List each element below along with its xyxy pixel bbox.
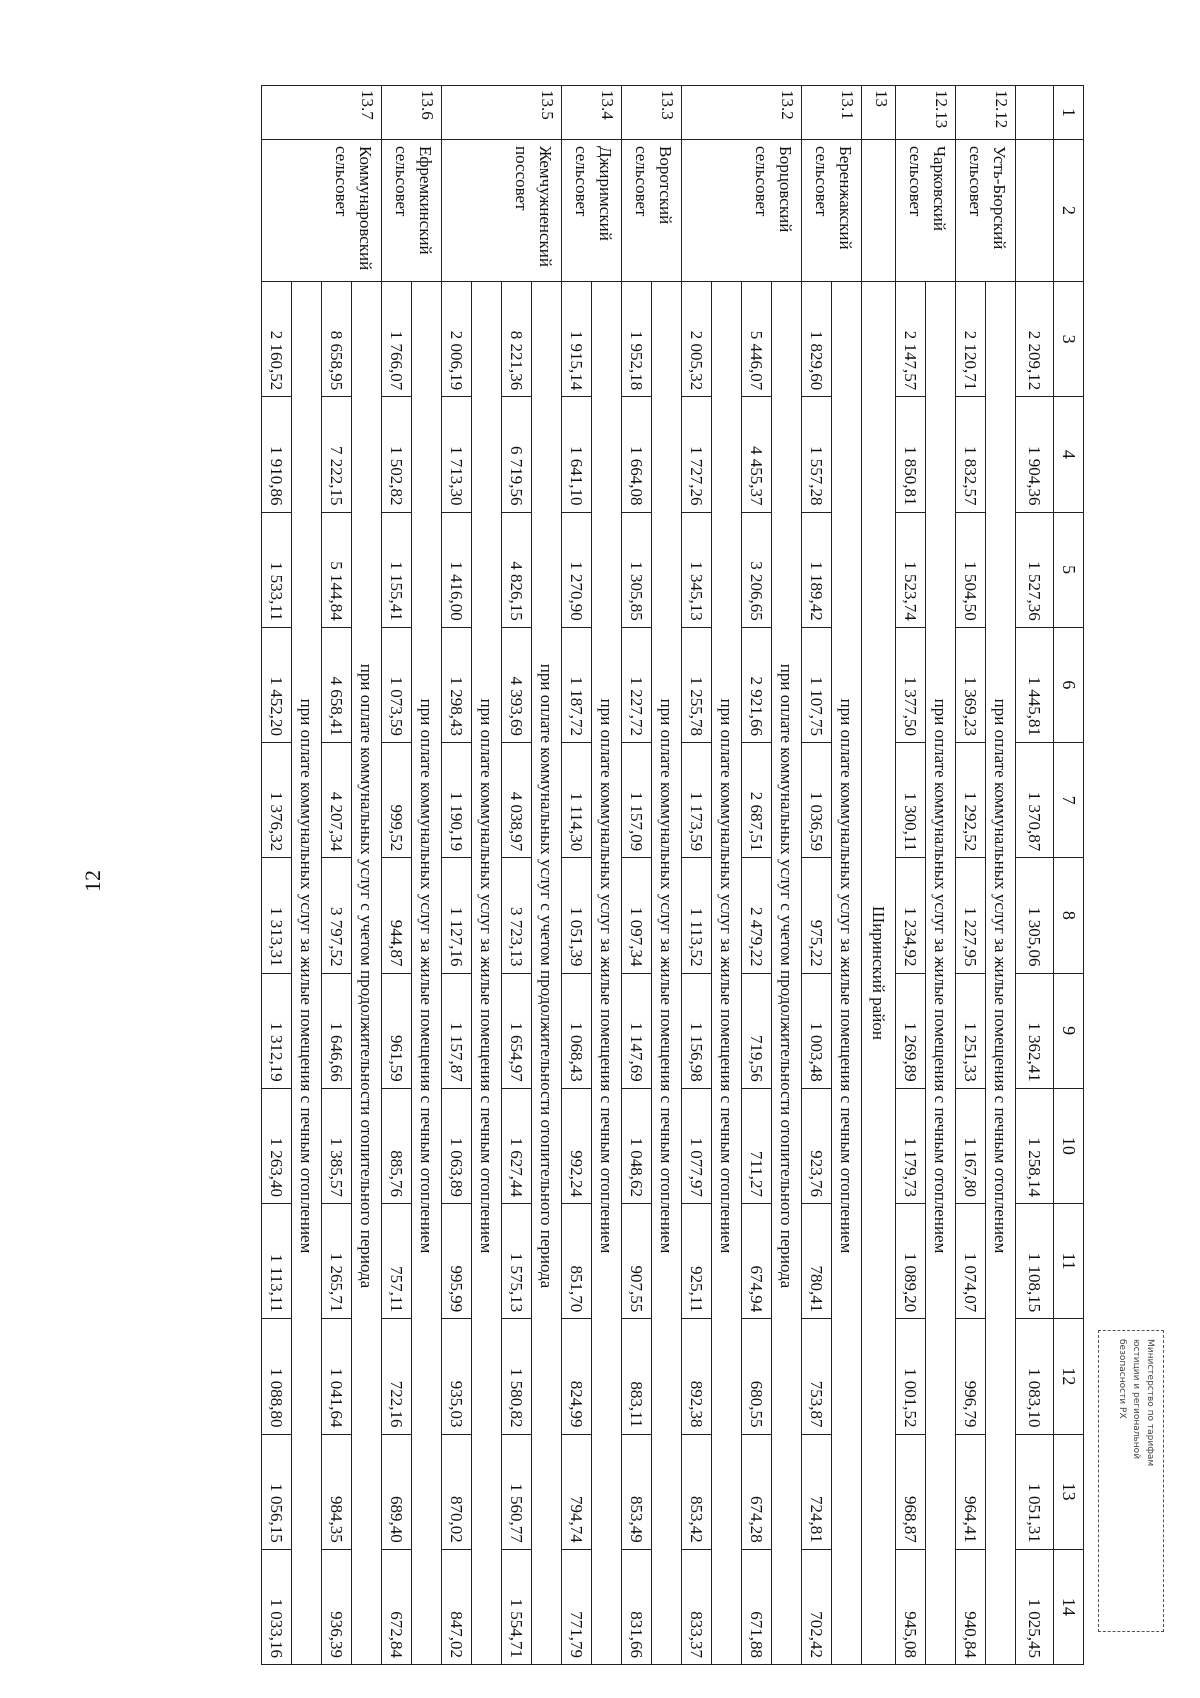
table-cell: 1 227,95 [956,858,986,973]
table-cell: 907,55 [622,1204,652,1319]
table-cell: 1 025,45 [1016,1549,1054,1664]
table-cell: 935,03 [442,1319,472,1434]
settlement-name: Борцовский сельсовет [682,140,802,282]
column-number: 4 [1054,397,1084,512]
table-cell: 4 658,41 [322,627,352,742]
condition-row [712,86,742,1665]
table-cell: 1 173,59 [682,743,712,858]
table-cell: 2 921,66 [742,627,772,742]
settlement-name: Беренжакский сельсовет [802,140,862,282]
region-empty-cell [862,140,896,282]
table-cell: 984,35 [322,1434,352,1549]
payment-condition: при оплате коммунальных услуг за жилые помещения с печным отоплением [292,282,322,1665]
table-cell: 925,11 [682,1204,712,1319]
table-cell: 680,55 [742,1319,772,1434]
row-id: 13.1 [802,86,862,140]
table-cell: 4 455,37 [742,397,772,512]
table-cell: 1 097,34 [622,858,652,973]
table-cell: 1 627,44 [502,1088,532,1203]
settlement-name: Коммунаровский сельсовет [262,140,382,282]
table-cell: 853,42 [682,1434,712,1549]
table-cell: 1 190,19 [442,743,472,858]
table-cell: 1 270,90 [562,512,592,627]
table-cell: 940,84 [956,1549,986,1664]
table-cell: 689,40 [382,1434,412,1549]
table-cell: 1 269,89 [896,973,926,1088]
column-number: 12 [1054,1319,1084,1434]
payment-condition: при оплате коммунальных услуг с учетом продолжительности отопительного периода [352,282,382,1665]
table-cell: 1 179,73 [896,1088,926,1203]
column-number: 14 [1054,1549,1084,1664]
table-cell: 1 187,72 [562,627,592,742]
settlement-name: Джиримский сельсовет [562,140,622,282]
table-row [956,86,986,1665]
table-cell: 1 157,09 [622,743,652,858]
table-cell: 1 580,82 [502,1319,532,1434]
table-cell: 1 227,72 [622,627,652,742]
table-cell: 1 114,30 [562,743,592,858]
table-rotation-frame [174,85,1084,1665]
row-id: 13.2 [682,86,802,140]
table-cell: 780,41 [802,1204,832,1319]
table-cell: 1 113,11 [262,1204,292,1319]
settlement-name: Жемчужненский поссовет [442,140,562,282]
table-cell: 999,52 [382,743,412,858]
table-cell: 4 207,34 [322,743,352,858]
table-cell: 1 312,19 [262,973,292,1088]
table-cell: 1 416,00 [442,512,472,627]
table-cell: 1 557,28 [802,397,832,512]
row-id: 13.6 [382,86,442,140]
table-cell: 1 265,71 [322,1204,352,1319]
table-cell: 944,87 [382,858,412,973]
settlement-name [1016,140,1054,282]
table-cell: 1 300,11 [896,743,926,858]
table-cell: 7 222,15 [322,397,352,512]
table-cell: 1 263,40 [262,1088,292,1203]
table-cell: 674,94 [742,1204,772,1319]
table-cell: 1 056,15 [262,1434,292,1549]
table-cell: 8 658,95 [322,282,352,397]
row-id: 12.12 [956,86,1016,140]
table-cell: 2 120,71 [956,282,986,397]
table-cell: 5 144,84 [322,512,352,627]
region-title: Ширинский район [862,282,896,1665]
table-cell: 1 370,87 [1016,743,1054,858]
table-cell: 3 723,13 [502,858,532,973]
row-id: 13.5 [442,86,562,140]
table-row [502,86,532,1665]
payment-condition: при оплате коммунальных услуг за жилые помещения с печным отоплением [986,282,1016,1665]
table-cell: 831,66 [622,1549,652,1664]
table-cell: 1 832,57 [956,397,986,512]
table-cell: 1 073,59 [382,627,412,742]
column-number: 7 [1054,743,1084,858]
table-cell: 724,81 [802,1434,832,1549]
condition-row [412,86,442,1665]
row-id: 13.7 [262,86,382,140]
table-row [896,86,926,1665]
table-cell: 1 051,39 [562,858,592,973]
table-cell: 1 156,98 [682,973,712,1088]
table-cell: 1 554,71 [502,1549,532,1664]
condition-row [986,86,1016,1665]
settlement-name: Усть-Бюрский сельсовет [956,140,1016,282]
payment-condition: при оплате коммунальных услуг за жилые помещения с печным отоплением [592,282,622,1665]
table-cell: 870,02 [442,1434,472,1549]
table-cell: 4 038,97 [502,743,532,858]
stamp-line: Министерство по тарифам [1145,1339,1155,1467]
column-number: 13 [1054,1434,1084,1549]
table-cell: 1 305,06 [1016,858,1054,973]
table-cell: 1 713,30 [442,397,472,512]
table-cell: 2 687,51 [742,743,772,858]
table-cell: 883,11 [622,1319,652,1434]
table-cell: 1 915,14 [562,282,592,397]
table-cell: 1 313,31 [262,858,292,973]
column-number: 5 [1054,512,1084,627]
table-cell: 1 766,07 [382,282,412,397]
table-cell: 1 088,80 [262,1319,292,1434]
table-cell: 1 001,52 [896,1319,926,1434]
condition-row [352,86,382,1665]
table-cell: 1 147,69 [622,973,652,1088]
table-cell: 1 255,78 [682,627,712,742]
table-cell: 824,99 [562,1319,592,1434]
payment-condition: при оплате коммунальных услуг за жилые помещения с печным отоплением [926,282,956,1665]
table-cell: 1 063,89 [442,1088,472,1203]
table-cell: 1 904,36 [1016,397,1054,512]
table-cell: 1 850,81 [896,397,926,512]
payment-condition: при оплате коммунальных услуг за жилые помещения с печным отоплением [712,282,742,1665]
table-cell: 945,08 [896,1549,926,1664]
table-cell: 4 826,15 [502,512,532,627]
table-row [322,86,352,1665]
table-cell: 2 479,22 [742,858,772,973]
table-cell: 1 234,92 [896,858,926,973]
payment-condition: при оплате коммунальных услуг за жилые помещения с печным отоплением [412,282,442,1665]
table-row [802,86,832,1665]
column-number: 8 [1054,858,1084,973]
table-cell: 992,24 [562,1088,592,1203]
condition-row [532,86,562,1665]
table-cell: 2 147,57 [896,282,926,397]
table-cell: 1 051,31 [1016,1434,1054,1549]
table-cell: 4 393,69 [502,627,532,742]
table-cell: 2 209,12 [1016,282,1054,397]
row-id: 12.13 [896,86,956,140]
header-row [1054,86,1084,1665]
column-number: 10 [1054,1088,1084,1203]
table-cell: 1 292,52 [956,743,986,858]
table-cell: 1 385,57 [322,1088,352,1203]
table-cell: 1 910,86 [262,397,292,512]
payment-condition: при оплате коммунальных услуг за жилые помещения с печным отоплением [832,282,862,1665]
table-cell: 1 189,42 [802,512,832,627]
table-cell: 964,41 [956,1434,986,1549]
stamp-line: юстиции и региональной [1131,1339,1141,1460]
column-number: 9 [1054,973,1084,1088]
table-cell: 1 033,16 [262,1549,292,1664]
table-cell: 6 719,56 [502,397,532,512]
table-cell: 1 445,81 [1016,627,1054,742]
table-cell: 672,84 [382,1549,412,1664]
table-cell: 923,76 [802,1088,832,1203]
table-row [442,86,472,1665]
table-cell: 853,49 [622,1434,652,1549]
table-row [562,86,592,1665]
table-cell: 719,56 [742,973,772,1088]
table-cell: 674,28 [742,1434,772,1549]
table-cell: 996,79 [956,1319,986,1434]
table-cell: 1 362,41 [1016,973,1054,1088]
stamp-text [1099,1331,1163,1631]
column-number: 2 [1054,140,1084,282]
condition-row [592,86,622,1665]
condition-row [926,86,956,1665]
table-cell: 1 107,75 [802,627,832,742]
table-cell: 847,02 [442,1549,472,1664]
table-cell: 1 504,50 [956,512,986,627]
table-cell: 702,42 [802,1549,832,1664]
table-cell: 1 560,77 [502,1434,532,1549]
table-cell: 1 646,66 [322,973,352,1088]
table-cell: 1 502,82 [382,397,412,512]
table-cell: 771,79 [562,1549,592,1664]
page-number: 12 [80,870,105,892]
row-id: 13.3 [622,86,682,140]
table-cell: 995,99 [442,1204,472,1319]
stamp-line: безопасности РХ [1117,1339,1127,1419]
table-cell: 1 127,16 [442,858,472,973]
condition-row [772,86,802,1665]
table-cell: 1 251,33 [956,973,986,1088]
table-row [1016,86,1054,1665]
table-cell: 1 727,26 [682,397,712,512]
tariff-table [261,85,1084,1665]
table-cell: 1 108,15 [1016,1204,1054,1319]
table-cell: 1 305,85 [622,512,652,627]
table-cell: 1 167,80 [956,1088,986,1203]
table-cell: 2 160,52 [262,282,292,397]
table-cell: 2 005,32 [682,282,712,397]
table-cell: 1 527,36 [1016,512,1054,627]
table-cell: 1 952,18 [622,282,652,397]
table-cell: 794,74 [562,1434,592,1549]
table-cell: 1 654,97 [502,973,532,1088]
table-cell: 1 376,32 [262,743,292,858]
table-cell: 5 446,07 [742,282,772,397]
condition-row [292,86,322,1665]
table-cell: 1 258,14 [1016,1088,1054,1203]
table-cell: 1 113,52 [682,858,712,973]
table-cell: 3 206,65 [742,512,772,627]
table-cell: 1 641,10 [562,397,592,512]
table-cell: 1 003,48 [802,973,832,1088]
table-cell: 671,88 [742,1549,772,1664]
payment-condition: при оплате коммунальных услуг за жилые помещения с печным отоплением [472,282,502,1665]
table-cell: 1 036,59 [802,743,832,858]
table-row [682,86,712,1665]
table-cell: 975,22 [802,858,832,973]
table-row [382,86,412,1665]
table-cell: 8 221,36 [502,282,532,397]
column-number: 3 [1054,282,1084,397]
table-cell: 2 006,19 [442,282,472,397]
ministry-stamp [1098,1330,1164,1632]
table-row [742,86,772,1665]
condition-row [652,86,682,1665]
row-id [1016,86,1054,140]
row-id: 13 [862,86,896,140]
table-cell: 1 575,13 [502,1204,532,1319]
settlement-name: Воротский сельсовет [622,140,682,282]
table-cell: 1 068,43 [562,973,592,1088]
column-number: 1 [1054,86,1084,140]
table-row [622,86,652,1665]
table-cell: 1 041,64 [322,1319,352,1434]
payment-condition: при оплате коммунальных услуг за жилые помещения с печным отоплением [652,282,682,1665]
table-cell: 3 797,52 [322,858,352,973]
region-row [862,86,896,1665]
table-cell: 961,59 [382,973,412,1088]
condition-row [832,86,862,1665]
table-cell: 936,39 [322,1549,352,1664]
table-cell: 885,76 [382,1088,412,1203]
table-cell: 1 664,08 [622,397,652,512]
table-cell: 1 155,41 [382,512,412,627]
condition-row [472,86,502,1665]
table-cell: 1 345,13 [682,512,712,627]
table-cell: 1 074,07 [956,1204,986,1319]
table-cell: 1 083,10 [1016,1319,1054,1434]
table-cell: 1 377,50 [896,627,926,742]
table-cell: 1 533,11 [262,512,292,627]
settlement-name: Чарковский сельсовет [896,140,956,282]
row-id: 13.4 [562,86,622,140]
table-cell: 968,87 [896,1434,926,1549]
payment-condition: при оплате коммунальных услуг с учетом продолжительности отопительного периода [532,282,562,1665]
table-cell: 892,38 [682,1319,712,1434]
settlement-name: Ефремкинский сельсовет [382,140,442,282]
table-cell: 1 089,20 [896,1204,926,1319]
table-cell: 722,16 [382,1319,412,1434]
table-cell: 1 369,23 [956,627,986,742]
table-row [262,86,292,1665]
table-container [174,85,1084,1665]
table-cell: 851,70 [562,1204,592,1319]
table-cell: 833,37 [682,1549,712,1664]
table-cell: 753,87 [802,1319,832,1434]
column-number: 11 [1054,1204,1084,1319]
table-cell: 757,11 [382,1204,412,1319]
table-cell: 1 048,62 [622,1088,652,1203]
table-cell: 1 077,97 [682,1088,712,1203]
table-cell: 1 157,87 [442,973,472,1088]
payment-condition: при оплате коммунальных услуг с учетом продолжительности отопительного периода [772,282,802,1665]
table-cell: 1 523,74 [896,512,926,627]
table-cell: 711,27 [742,1088,772,1203]
table-cell: 1 452,20 [262,627,292,742]
table-cell: 1 829,60 [802,282,832,397]
column-number: 6 [1054,627,1084,742]
table-cell: 1 298,43 [442,627,472,742]
